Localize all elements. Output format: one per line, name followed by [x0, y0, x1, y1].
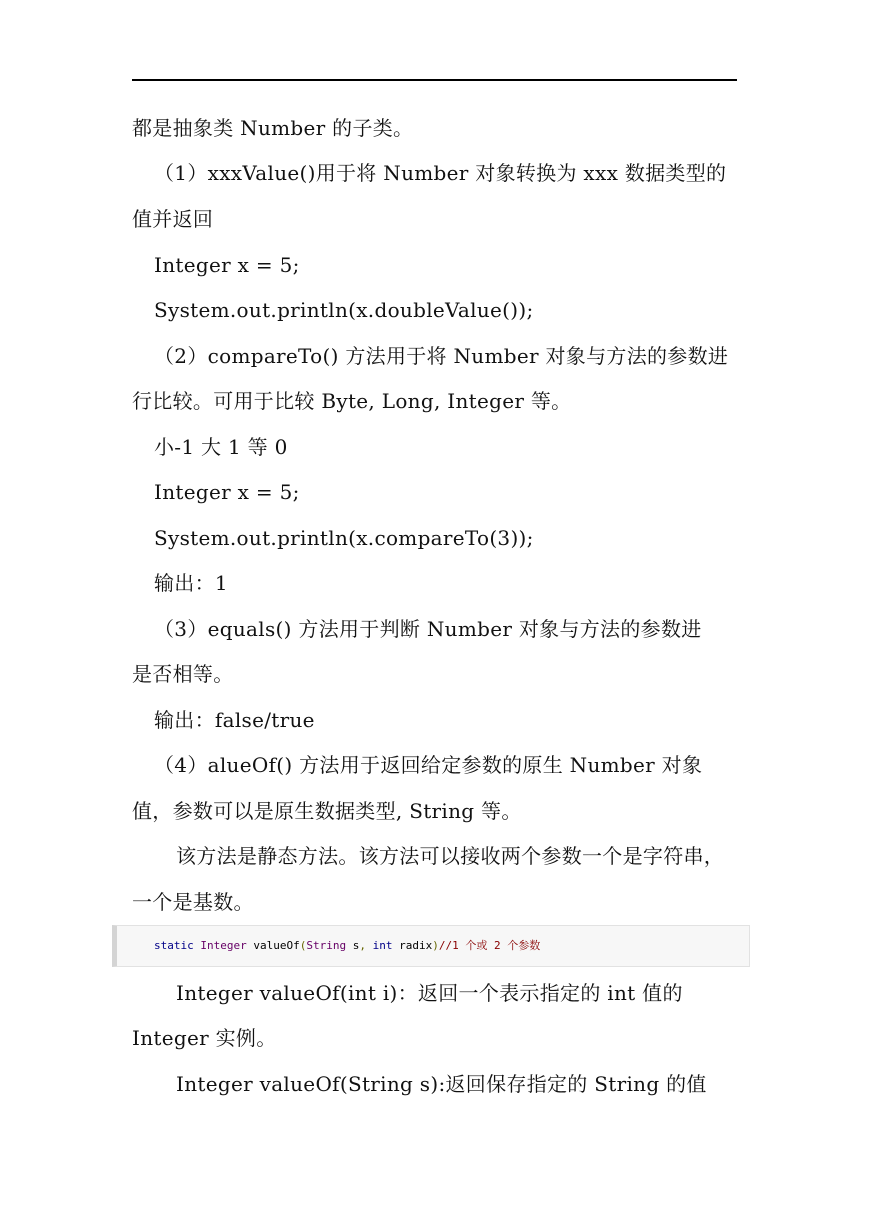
- paragraph-line: （4）alueOf() 方法用于返回给定参数的原生 Number 对象: [154, 753, 703, 777]
- code-param: radix: [392, 939, 433, 952]
- code-keyword: static: [154, 939, 194, 952]
- paragraph-line: Integer 实例。: [132, 1026, 277, 1050]
- code-line: [154, 939, 540, 953]
- code-type: Integer: [200, 939, 247, 952]
- paragraph-line: 小-1 大 1 等 0: [154, 435, 288, 459]
- code-keyword: int: [372, 939, 393, 952]
- paragraph-line: Integer valueOf(int i)：返回一个表示指定的 int 值的: [176, 981, 683, 1005]
- code-punctuation: ,: [359, 939, 366, 952]
- paragraph-line: 输出：false/true: [154, 708, 315, 732]
- paragraph-line: 该方法是静态方法。该方法可以接收两个参数一个是字符串，: [176, 844, 725, 868]
- paragraph-line: 一个是基数。: [132, 890, 254, 914]
- paragraph-line: 是否相等。: [132, 662, 234, 686]
- code-block: [112, 925, 750, 967]
- paragraph-line: 输出：1: [154, 571, 228, 595]
- paragraph-line: 值并返回: [132, 207, 214, 231]
- code-param: s: [346, 939, 360, 952]
- paragraph-line: 行比较。可用于比较 Byte, Long, Integer 等。: [132, 389, 572, 413]
- code-punctuation: (: [299, 939, 307, 952]
- code-text-line: System.out.println(x.doubleValue());: [154, 298, 534, 322]
- paragraph-line: 值，参数可以是原生数据类型, String 等。: [132, 799, 522, 823]
- paragraph-line: （2）compareTo() 方法用于将 Number 对象与方法的参数进: [154, 344, 729, 368]
- paragraph-line: （3）equals() 方法用于判断 Number 对象与方法的参数进: [154, 617, 702, 641]
- code-comment: //1 个或 2 个参数: [438, 939, 541, 952]
- code-text-line: Integer x = 5;: [154, 480, 300, 504]
- code-punctuation: ): [432, 939, 439, 952]
- code-type: String: [306, 939, 347, 952]
- code-space: [366, 939, 373, 952]
- paragraph-line: Integer valueOf(String s):返回保存指定的 String 的值: [176, 1072, 707, 1096]
- paragraph-line: （1）xxxValue()用于将 Number 对象转换为 xxx 数据类型的: [154, 161, 727, 185]
- header-rule: [132, 79, 737, 81]
- code-method: valueOf: [246, 939, 300, 952]
- paragraph-line: 都是抽象类 Number 的子类。: [132, 116, 414, 140]
- code-text-line: Integer x = 5;: [154, 253, 300, 277]
- code-text-line: System.out.println(x.compareTo(3));: [154, 526, 534, 550]
